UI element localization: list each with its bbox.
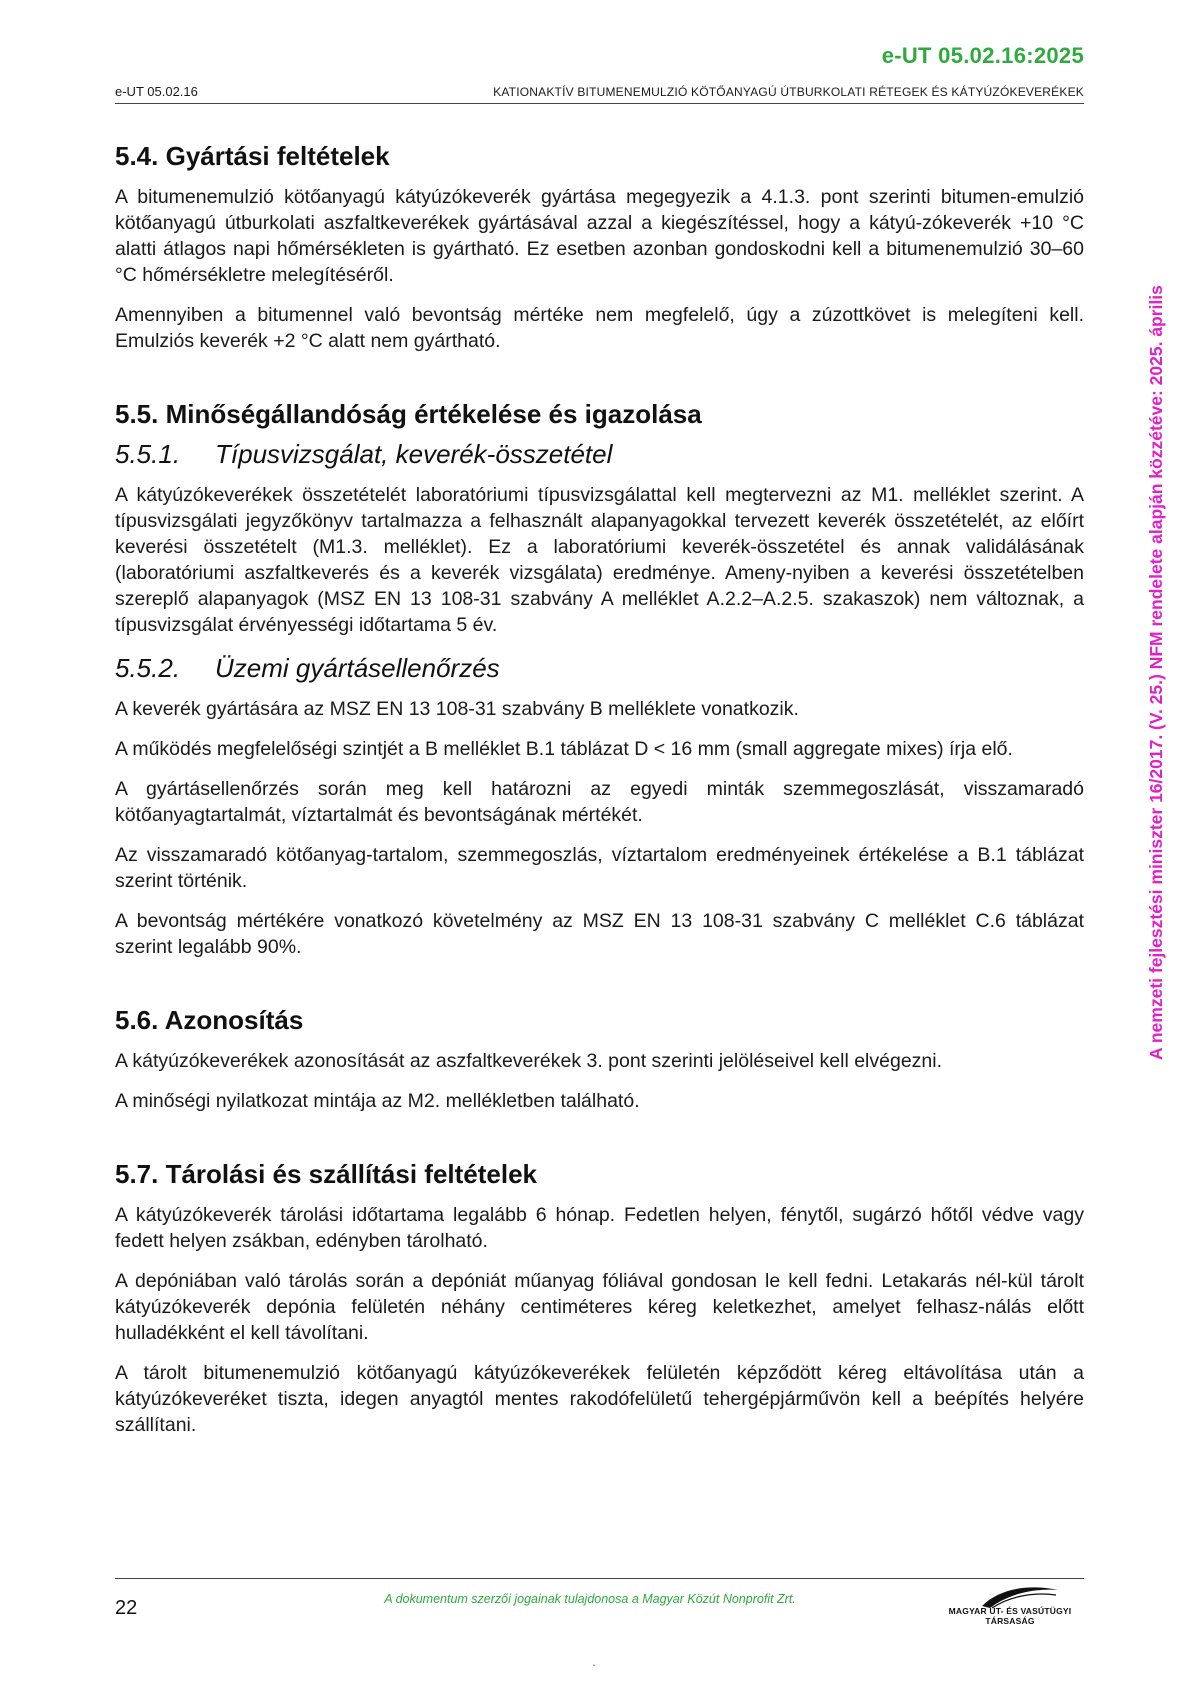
copyright-notice: A dokumentum szerzői jogainak tulajdonosa a Magyar Közút Nonprofit Zrt. xyxy=(384,1592,796,1606)
section-5-7-paragraph-2: A depóniában való tárolás során a depóniát műanyag fóliával gondosan le kell fedni. Letakarás nél-kül tárolt kátyúzókeverék depónia felületén néhány centiméteres kéreg keletkezhet, amelyet felhasz-nálás előtt hulladékként el kell távolítani. xyxy=(115,1270,1084,1344)
section-5-4-title: 5.4. Gyártási feltételek xyxy=(115,141,390,171)
header-rule xyxy=(115,103,1084,104)
footer-rule xyxy=(115,1578,1084,1579)
section-5-5-1-number: 5.5.1. xyxy=(115,439,181,469)
section-5-7-paragraph-1: A kátyúzókeverék tárolási időtartama legalább 6 hónap. Fedetlen helyen, fénytől, sugárzó hőtől védve vagy fedett helyen zsákban, edényben tárolható. xyxy=(115,1204,1084,1252)
section-5-5-2-number: 5.5.2. xyxy=(115,653,181,683)
section-5-5-2-paragraph-2: A működés megfelelőségi szintjét a B melléklet B.1 táblázat D < 16 mm (small aggregate mixes) írja elő. xyxy=(115,738,1013,760)
section-5-5-1-heading xyxy=(115,438,1084,470)
bottom-dot: . xyxy=(592,1653,596,1669)
section-5-6-title: 5.6. Azonosítás xyxy=(115,1005,304,1035)
section-5-5-2-paragraph-4: Az visszamaradó kötőanyag-tartalom, szemmegoszlás, víztartalom eredményeinek értékelése a B.1 táblázat szerint történik. xyxy=(115,844,1084,892)
page-content xyxy=(115,140,1084,1438)
side-note: A nemzeti fejlesztési miniszter 16/2017. (V. 25.) NFM rendelete alapján közzétéve: 2025. április xyxy=(1146,285,1166,1060)
section-5-5-1-title: Típusvizsgálat, keverék-összetétel xyxy=(215,439,613,469)
document-code: e-UT 05.02.16:2025 xyxy=(881,43,1084,68)
section-5-4-paragraph-1: A bitumenemulzió kötőanyagú kátyúzókeverék gyártása megegyezik a 4.1.3. pont szerinti bitumen-emulzió kötőanyagú útburkolati aszfaltkeverékek gyártásával azzal a kiegészítéssel, hogy a kátyú-zókeverék +10 °C alatti átlagos napi hőmérsékleten is gyártható. Ez esetben azonban gondoskodni kell a bitumenemulzió 30–60 °C hőmérsékletre melegítéséről. xyxy=(115,186,1084,286)
header-title: KATIONAKTÍV BITUMENEMULZIÓ KÖTŐANYAGÚ ÚTBURKOLATI RÉTEGEK ÉS KÁTYÚZÓKEVERÉKEK xyxy=(493,85,1084,99)
section-5-5-2-paragraph-3: A gyártásellenőrzés során meg kell határozni az egyedi minták szemmegoszlását, visszamaradó kötőanyagtartalmát, víztartalmát és bevontságának mértékét. xyxy=(115,778,1084,826)
section-5-5-2-paragraph-1: A keverék gyártására az MSZ EN 13 108-31 szabvány B melléklete vonatkozik. xyxy=(115,698,799,720)
section-5-6-paragraph-2: A minőségi nyilatkozat mintája az M2. mellékletben található. xyxy=(115,1090,640,1112)
section-5-7-paragraph-3: A tárolt bitumenemulzió kötőanyagú kátyúzókeverékek felületén képződött kéreg eltávolítása után a kátyúzókeveréket tiszta, idegen anyagtól mentes rakodófelületű tehergépjárművön kell a beépítés helyére szállítani. xyxy=(115,1362,1084,1436)
page-number: 22 xyxy=(115,1597,138,1619)
organization-name: MAGYAR ÚT- ÉS VASÚTÜGYI TÁRSASÁG xyxy=(948,1606,1072,1626)
header-left: e-UT 05.02.16 xyxy=(115,84,198,99)
section-5-5-2-title: Üzemi gyártásellenőrzés xyxy=(215,653,500,683)
section-5-5-2-paragraph-5: A bevontság mértékére vonatkozó követelmény az MSZ EN 13 108-31 szabvány C melléklet C.6 táblázat szerint legalább 90%. xyxy=(115,910,1084,958)
section-5-4-paragraph-2: Amennyiben a bitumennel való bevontság mértéke nem megfelelő, úgy a zúzottkövet is melegíteni kell. Emulziós keverék +2 °C alatt nem gyártható. xyxy=(115,304,1084,352)
section-5-7-title: 5.7. Tárolási és szállítási feltételek xyxy=(115,1159,538,1189)
section-5-5-2-heading xyxy=(115,652,1084,684)
section-5-5-title: 5.5. Minőségállandóság értékelése és igazolása xyxy=(115,399,702,429)
section-5-6-paragraph-1: A kátyúzókeverékek azonosítását az aszfaltkeverékek 3. pont szerinti jelöléseivel kell elvégezni. xyxy=(115,1050,943,1072)
section-5-5-1-paragraph-1: A kátyúzókeverékek összetételét laboratóriumi típusvizsgálattal kell megtervezni az M1. melléklet szerint. A típusvizsgálati jegyzőkönyv tartalmazza a felhasznált alapanyagokkal tervezett keverék összetételét, az előírt keverési összetételt (M1.3. melléklet). Ez a laboratóriumi keverék-összetétel és annak validálásának (laboratóriumi aszfaltkeverés és a keverék vizsgálata) eredménye. Ameny-nyiben a keverési összetételben szereplő alapanyagok (MSZ EN 13 108-31 szabvány A melléklet A.2.2–A.2.5. szakaszok) nem változnak, a típusvizsgálat érvényességi időtartama 5 év. xyxy=(115,484,1084,636)
